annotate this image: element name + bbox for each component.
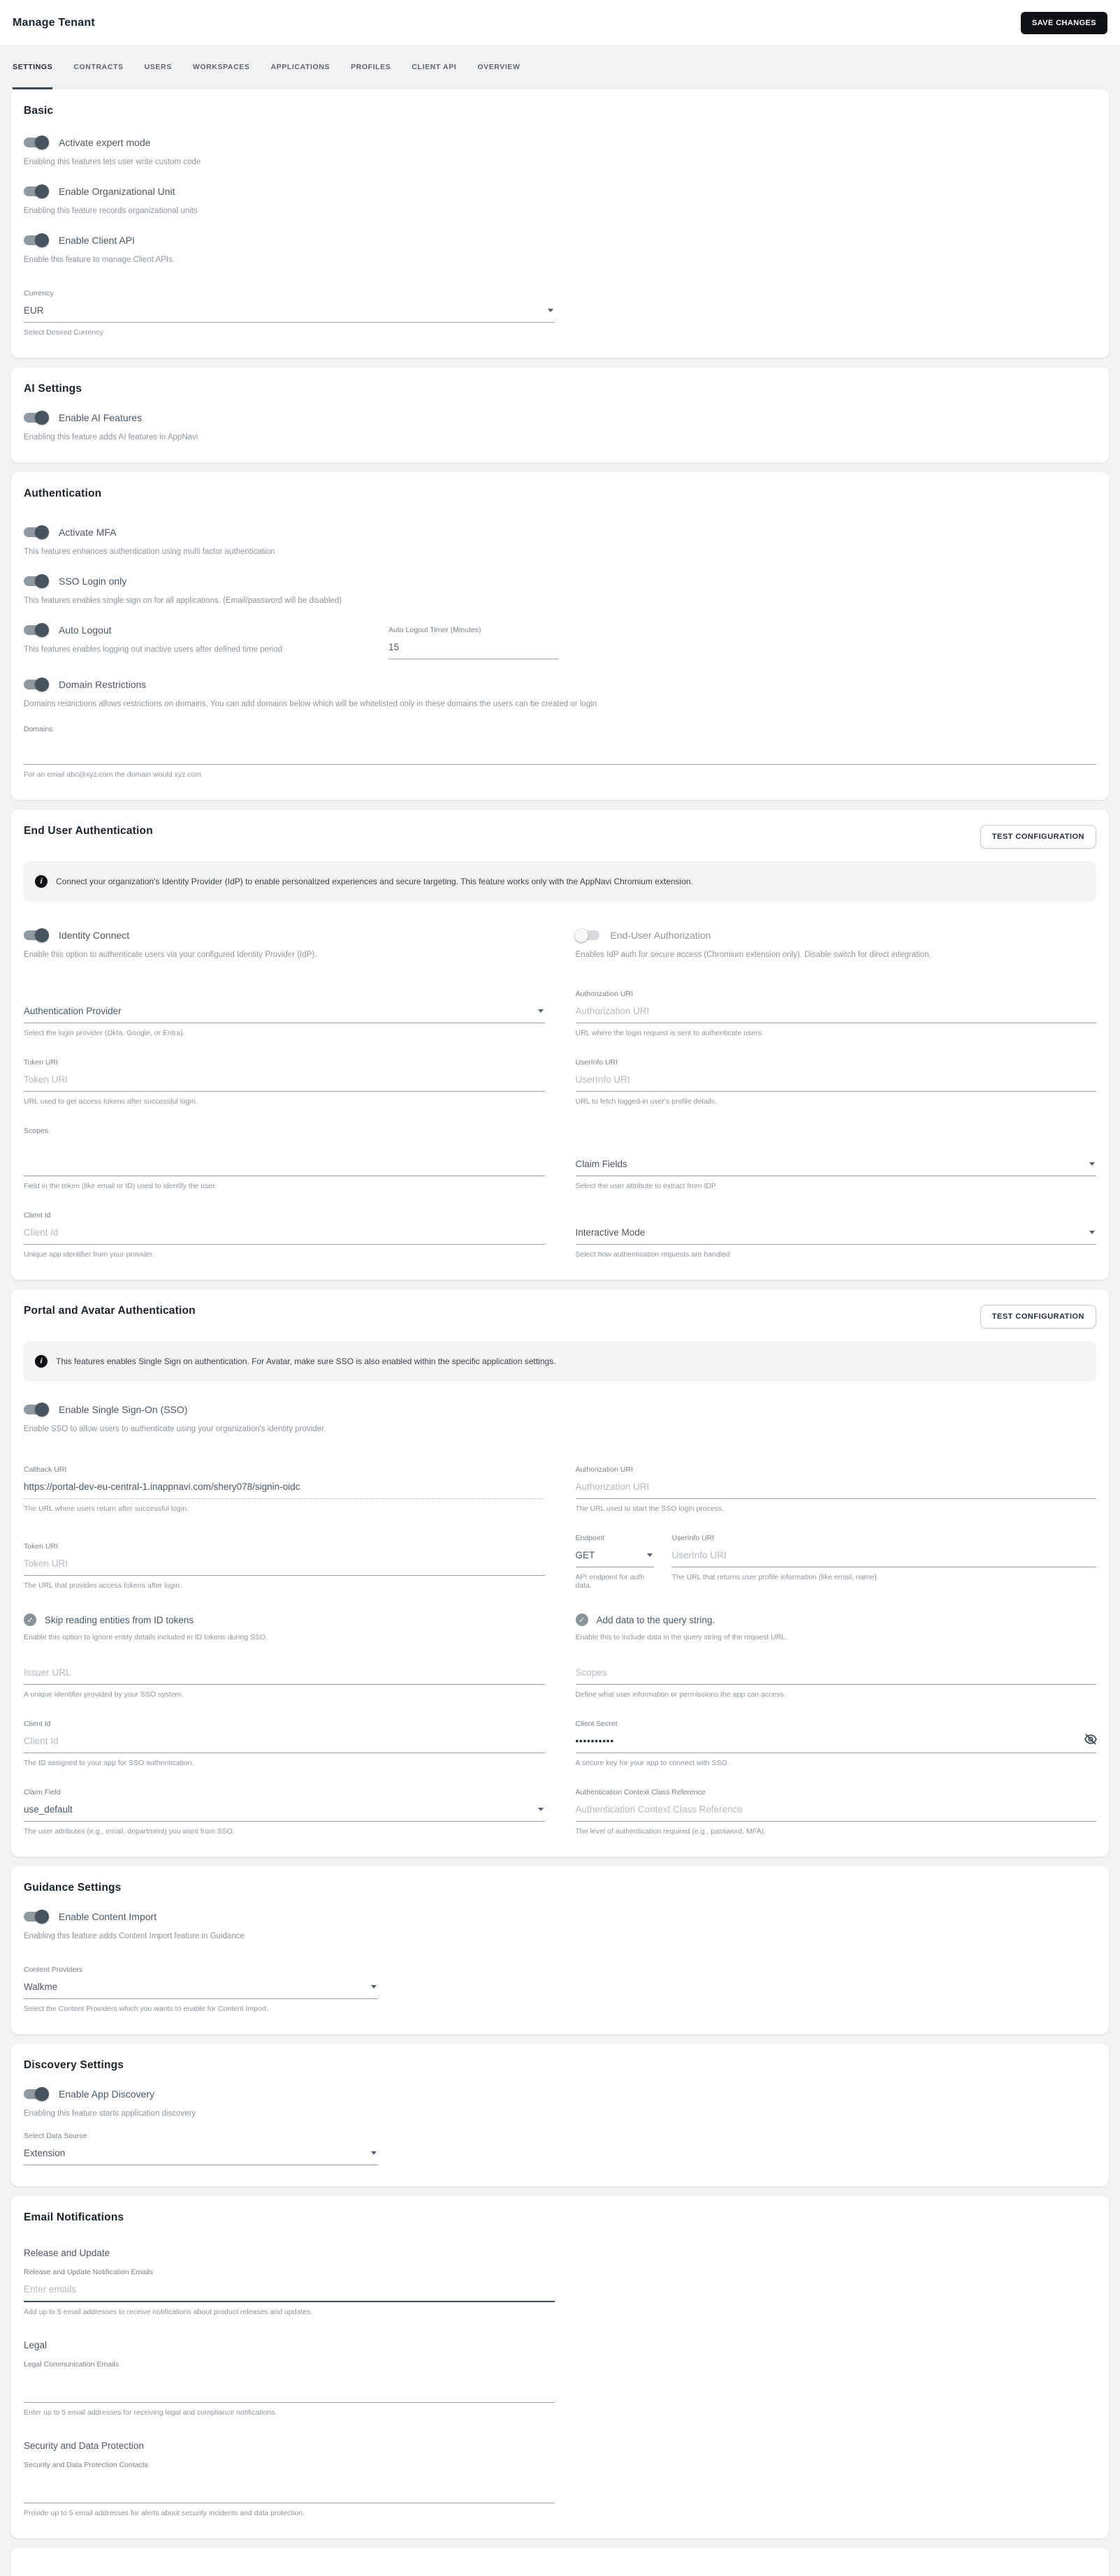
token-uri-hint: The URL that provides access tokens after login. — [24, 1581, 182, 1590]
section-title: Email Notifications — [24, 2211, 124, 2223]
authorization-uri-label: Authorization URI — [575, 1465, 633, 1474]
tab-contracts[interactable]: CONTRACTS — [73, 63, 124, 71]
domains-input[interactable] — [24, 736, 1096, 765]
legal-heading: Legal — [24, 2340, 48, 2350]
token-uri-label: Token URI — [24, 1542, 59, 1551]
security-emails-input[interactable] — [24, 2472, 555, 2503]
currency-hint: Select Desired Currency — [24, 328, 103, 337]
content-providers-label: Content Providers — [24, 1966, 83, 1974]
toggle-switch-on[interactable] — [24, 527, 48, 537]
endpoint-hint: API endpoint for auth data. — [575, 1573, 645, 1590]
chevron-down-icon — [1089, 1231, 1095, 1234]
ai-settings-section — [11, 367, 1109, 462]
tab-applications[interactable]: APPLICATIONS — [270, 63, 330, 71]
security-heading: Security and Data Protection — [24, 2440, 144, 2451]
basic-section — [11, 89, 1109, 358]
toggle-label: SSO Login only — [59, 576, 127, 587]
data-source-select[interactable] — [24, 2143, 378, 2165]
domains-hint: For an email abc@xyz.com the domain would xyz.com — [24, 770, 202, 779]
section-title: Authentication — [24, 488, 102, 499]
authentication-section — [11, 472, 1109, 800]
acr-input[interactable] — [576, 1799, 1097, 1822]
userinfo-uri-input[interactable] — [672, 1545, 1097, 1567]
token-uri-hint: URL used to get access tokens after successful login. — [24, 1097, 198, 1106]
test-configuration-button[interactable]: TEST CONFIGURATION — [980, 1305, 1096, 1329]
toggle-label: Enable Content Import — [59, 1911, 157, 1922]
client-secret-hint: A secure key for your app to connect with SSO. — [575, 1759, 729, 1767]
scopes-hint: Define what user information or permissions the app can access. — [575, 1690, 786, 1699]
claim-fields-hint: Select the user attribute to extract from IDP — [575, 1182, 716, 1190]
userinfo-uri-input[interactable] — [576, 1069, 1097, 1092]
interactive-mode-value: Interactive Mode — [575, 1227, 646, 1238]
endpoint-select[interactable] — [576, 1545, 654, 1567]
toggle-label: Enable Organizational Unit — [59, 186, 175, 197]
toggle-description: This features enables single sign on for all applications. (Email/password will be disabled) — [24, 597, 342, 605]
claim-field-value: use_default — [24, 1804, 73, 1815]
authentication-provider-value: Authentication Provider — [24, 1006, 122, 1016]
toggle-switch-on[interactable] — [24, 625, 48, 635]
interactive-mode-select[interactable] — [576, 1222, 1097, 1245]
userinfo-uri-label: UserInfo URI — [575, 1058, 618, 1067]
tab-users[interactable]: USERS — [144, 63, 172, 71]
issuer-url-input[interactable] — [24, 1662, 545, 1685]
data-source-label: Select Data Source — [24, 2132, 87, 2140]
chevron-down-icon — [548, 309, 553, 312]
authorization-uri-hint: URL where the login request is sent to authenticate users. — [575, 1029, 764, 1037]
section-title: End User Authentication — [24, 825, 153, 837]
legal-emails-hint: Enter up to 5 email addresses for receiving legal and compliance notifications. — [24, 2408, 277, 2417]
release-emails-input[interactable] — [24, 2279, 555, 2302]
toggle-switch-on[interactable] — [24, 186, 48, 196]
userinfo-uri-hint: The URL that returns user profile information (like email, name). — [671, 1573, 879, 1581]
release-update-heading: Release and Update — [24, 2248, 110, 2258]
currency-select[interactable] — [24, 300, 555, 323]
toggle-description: Enabling this feature adds AI features in AppNavi — [24, 433, 198, 441]
claim-field-select[interactable] — [24, 1799, 545, 1822]
scopes-input[interactable] — [24, 1138, 545, 1176]
info-banner — [24, 1341, 1096, 1382]
toggle-switch-off[interactable] — [576, 930, 599, 940]
content-providers-value: Walkme — [24, 1982, 58, 1992]
acr-label: Authentication Context Class Reference — [575, 1788, 706, 1796]
security-emails-hint: Provide up to 5 email addresses for alerts about security incidents and data protection. — [24, 2509, 305, 2517]
section-title: Discovery Settings — [24, 2059, 124, 2071]
checkbox-label: Add data to the query string. — [596, 1614, 715, 1625]
client-id-label: Client Id — [24, 1211, 51, 1220]
end-user-authentication-section — [11, 810, 1109, 1280]
auto-logout-timer-input[interactable] — [388, 637, 559, 659]
chevron-down-icon — [371, 1985, 377, 1989]
client-id-input[interactable] — [24, 1731, 545, 1753]
checkbox-label: Skip reading entities from ID tokens — [45, 1614, 194, 1625]
toggle-description: Enable this option to authenticate users via your configured Identity Provider (IdP). — [24, 951, 317, 959]
toggle-label: Enable Single Sign-On (SSO) — [59, 1404, 188, 1415]
currency-label: Currency — [24, 289, 54, 298]
data-source-value: Extension — [24, 2148, 66, 2158]
token-uri-input[interactable] — [24, 1069, 545, 1092]
toggle-label: Identity Connect — [59, 930, 130, 941]
section-title: Guidance Settings — [24, 1882, 122, 1894]
client-id-input[interactable] — [24, 1222, 545, 1245]
tab-settings[interactable]: SETTINGS — [13, 63, 52, 89]
toggle-domain-restrictions[interactable] — [24, 679, 1096, 690]
tab-overview[interactable]: OVERVIEW — [477, 63, 521, 71]
authentication-provider-select[interactable] — [24, 1001, 545, 1023]
tab-profiles[interactable]: PROFILES — [351, 63, 391, 71]
release-emails-label: Release and Update Notification Emails — [24, 2268, 154, 2276]
legal-emails-input[interactable] — [24, 2371, 555, 2403]
toggle-sso-login-only[interactable] — [24, 576, 1096, 587]
authorization-uri-label: Authorization URI — [575, 990, 633, 998]
domains-label: Domains — [24, 725, 53, 733]
guidance-settings-section — [11, 1866, 1109, 2034]
toggle-switch-on[interactable] — [24, 138, 48, 147]
info-banner-text: This features enables Single Sign on authentication. For Avatar, make sure SSO is also enabled within the specific application settings. — [56, 1356, 556, 1366]
claim-field-hint: The user attributes (e.g., email, department) you want from SSO. — [24, 1827, 235, 1836]
page-title: Manage Tenant — [13, 16, 95, 29]
toggle-switch-on[interactable] — [24, 2089, 48, 2099]
token-uri-label: Token URI — [24, 1058, 59, 1067]
chevron-down-icon — [647, 1553, 653, 1557]
claim-field-label: Claim Field — [24, 1788, 61, 1796]
client-secret-label: Client Secret — [575, 1720, 618, 1728]
toggle-switch-on[interactable] — [24, 1405, 48, 1414]
toggle-auto-logout[interactable] — [24, 624, 388, 636]
toggle-description: This features enhances authentication using multi factor authentication — [24, 548, 275, 556]
toggle-description: This features enables logging out inactive users after defined time period — [24, 645, 283, 654]
client-id-label: Client Id — [24, 1720, 51, 1728]
info-icon: i — [35, 1355, 48, 1368]
toggle-enable-client-api[interactable] — [24, 235, 1096, 246]
toggle-label: End-User Authorization — [610, 930, 711, 941]
chevron-down-icon — [538, 1808, 544, 1811]
next-section-partial — [11, 2548, 1109, 2576]
checkbox-hint: Enable this option to ignore entity details included in ID tokens during SSO. — [24, 1633, 268, 1641]
app-header — [0, 0, 1120, 46]
toggle-enable-app-discovery[interactable] — [24, 2088, 1096, 2100]
interactive-mode-hint: Select how authentication requests are handled — [575, 1250, 730, 1259]
portal-avatar-authentication-section — [11, 1289, 1109, 1857]
toggle-label: Activate MFA — [59, 527, 117, 538]
toggle-label: Enable App Discovery — [59, 2088, 154, 2100]
toggle-switch-on[interactable] — [24, 930, 48, 940]
eye-off-icon[interactable] — [1084, 1732, 1098, 1750]
info-banner-text: Connect your organization's Identity Provider (IdP) to enable personalized experiences and secure targeting. This feature works only with the AppNavi Chromium extension. — [56, 877, 693, 886]
client-secret-value[interactable]: •••••••••• — [576, 1731, 1097, 1753]
toggle-enable-content-import[interactable] — [24, 1911, 1096, 1922]
toggle-switch-on[interactable] — [24, 1912, 48, 1922]
tab-bar — [0, 46, 1120, 89]
issuer-url-hint: A unique identifier provided by your SSO system. — [24, 1690, 184, 1699]
toggle-label: Enable Client API — [59, 235, 135, 246]
claim-fields-value: Claim Fields — [575, 1159, 627, 1169]
info-banner — [24, 861, 1096, 902]
chevron-down-icon — [1089, 1162, 1095, 1166]
endpoint-value: GET — [575, 1550, 595, 1560]
toggle-label: Activate expert mode — [59, 137, 151, 148]
section-title: Basic — [24, 105, 54, 117]
section-title: AI Settings — [24, 383, 82, 395]
authorization-uri-input[interactable] — [576, 1477, 1097, 1499]
callback-uri-hint: The URL where users return after successful login. — [24, 1505, 189, 1513]
toggle-end-user-authorization[interactable] — [576, 930, 1097, 941]
currency-value: EUR — [24, 305, 44, 316]
acr-hint: The level of authentication required (e.g., password, MFA). — [575, 1827, 766, 1836]
check-circle-icon[interactable]: ✓ — [576, 1613, 588, 1626]
discovery-settings-section — [11, 2044, 1109, 2186]
toggle-activate-expert-mode[interactable] — [24, 137, 1096, 148]
scopes-label: Scopes — [24, 1127, 49, 1135]
save-changes-button[interactable]: SAVE CHANGES — [1021, 12, 1107, 34]
check-circle-icon[interactable]: ✓ — [24, 1613, 36, 1626]
client-id-hint: The ID assigned to your app for SSO authentication. — [24, 1759, 194, 1767]
toggle-enable-organizational-unit[interactable] — [24, 186, 1096, 197]
endpoint-label: Endpoint — [575, 1534, 604, 1542]
scopes-hint: Field in the token (like email or ID) used to identify the user. — [24, 1182, 217, 1190]
callback-uri-input — [24, 1477, 545, 1499]
authentication-provider-hint: Select the login provider (Okta, Google, or Entra). — [24, 1029, 185, 1037]
authorization-uri-hint: The URL used to start the SSO login process. — [575, 1505, 725, 1513]
userinfo-uri-hint: URL to fetch logged-in user's profile details. — [575, 1097, 717, 1106]
test-configuration-button[interactable]: TEST CONFIGURATION — [980, 825, 1096, 849]
tab-client-api[interactable]: CLIENT API — [412, 63, 457, 71]
toggle-enable-sso[interactable] — [24, 1404, 1096, 1415]
tab-workspaces[interactable]: WORKSPACES — [192, 63, 250, 71]
toggle-activate-mfa[interactable] — [24, 527, 1096, 538]
userinfo-uri-label: UserInfo URI — [671, 1534, 715, 1542]
toggle-description: Enabling this feature records organizational units — [24, 207, 198, 215]
content-providers-select[interactable] — [24, 1977, 378, 1999]
info-icon: i — [35, 875, 48, 888]
toggle-switch-on[interactable] — [24, 235, 48, 245]
email-notifications-section — [11, 2196, 1109, 2538]
toggle-switch-on[interactable] — [24, 413, 48, 423]
toggle-description: Domains restrictions allows restrictions on domains, You can add domains below which will be whitelisted only in these domains the users can be created or login — [24, 700, 597, 708]
section-title: Portal and Avatar Authentication — [24, 1305, 196, 1317]
toggle-label: Enable AI Features — [59, 412, 143, 423]
client-id-hint: Unique app identifier from your provider. — [24, 1250, 154, 1259]
toggle-description: Enable SSO to allow users to authenticate using your organization's identity provider. — [24, 1425, 326, 1433]
toggle-description: Enabling this feature starts application discovery — [24, 2109, 196, 2118]
toggle-description: Enable this feature to manage Client APIs. — [24, 256, 175, 264]
toggle-description: Enables IdP auth for secure access (Chromium extension only). Disable switch for direct integration. — [575, 951, 931, 959]
toggle-enable-ai-features[interactable] — [24, 412, 1096, 423]
checkbox-add-query-string[interactable] — [576, 1613, 1097, 1626]
toggle-switch-on[interactable] — [24, 680, 48, 689]
toggle-description: Enabling this features lets user write custom code — [24, 158, 201, 166]
token-uri-input[interactable] — [24, 1553, 545, 1576]
content-providers-hint: Select the Content Providers which you wants to enable for Content Import. — [24, 2005, 269, 2013]
claim-fields-select[interactable] — [576, 1154, 1097, 1176]
chevron-down-icon — [538, 1009, 544, 1013]
toggle-label: Domain Restrictions — [59, 679, 147, 690]
legal-emails-label: Legal Communication Emails — [24, 2360, 119, 2369]
toggle-label: Auto Logout — [59, 624, 112, 636]
authorization-uri-input[interactable] — [576, 1001, 1097, 1023]
toggle-description: Enabling this feature adds Content Import feature in Guidance — [24, 1932, 245, 1940]
toggle-identity-connect[interactable] — [24, 930, 545, 941]
auto-logout-timer-label: Auto Logout Timer (Minutes) — [388, 626, 481, 634]
callback-uri-label: Callback URI — [24, 1465, 67, 1474]
checkbox-skip-reading-entities[interactable] — [24, 1613, 545, 1626]
security-emails-label: Security and Data Protection Contacts — [24, 2461, 149, 2469]
scopes-input[interactable] — [576, 1662, 1097, 1685]
toggle-switch-on[interactable] — [24, 576, 48, 586]
checkbox-hint: Enable this to include data in the query string of the request URL. — [575, 1633, 788, 1641]
release-emails-hint: Add up to 5 email addresses to receive notifications about product releases and updates. — [24, 2308, 313, 2316]
